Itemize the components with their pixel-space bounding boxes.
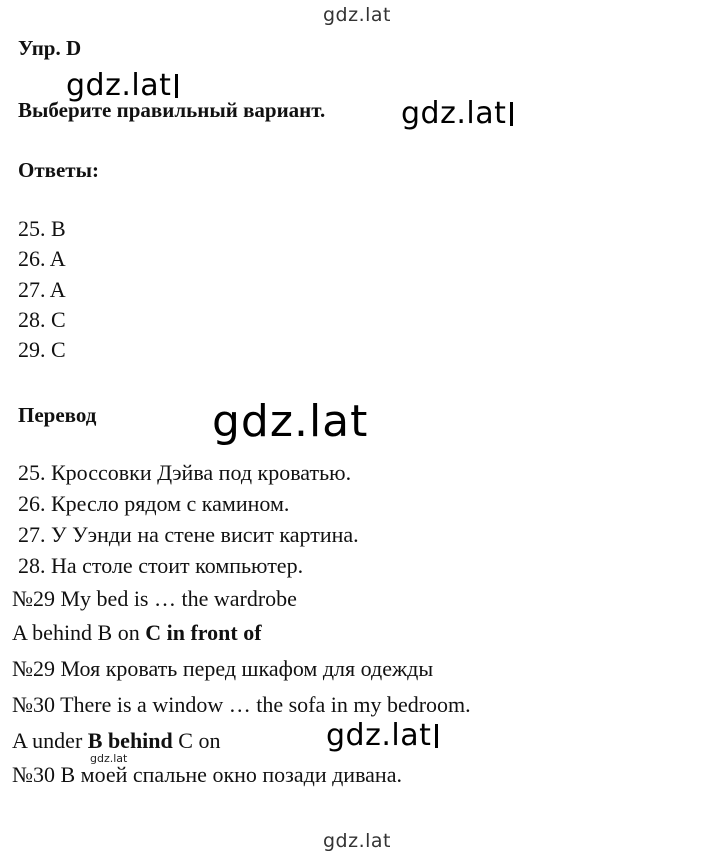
watermark-lower: gdz.lat xyxy=(326,718,438,753)
list-item: 25. Кроссовки Дэйва под кроватью. xyxy=(18,460,352,485)
translation-heading: Перевод xyxy=(18,403,97,427)
q29-translation: №29 Моя кровать перед шкафом для одежды xyxy=(12,656,434,681)
list-item: 27. У Уэнди на стене висит картина. xyxy=(18,522,359,547)
q30-correct-option: B behind xyxy=(87,728,173,753)
list-item: 26. A xyxy=(18,246,66,271)
list-item: 29. C xyxy=(18,337,66,362)
watermark-bottom: gdz.lat xyxy=(323,830,392,852)
list-item: 26. Кресло рядом с камином. xyxy=(18,491,290,516)
watermark-after-instruction: gdz.lat xyxy=(401,96,513,131)
list-item: 28. C xyxy=(18,307,66,332)
watermark-top: gdz.lat xyxy=(323,4,392,26)
q29-question: №29 My bed is … the wardrobe xyxy=(12,586,297,611)
q29-correct-option: C in front of xyxy=(145,620,262,645)
exercise-title: Упр. D xyxy=(18,36,82,60)
answers-heading: Ответы: xyxy=(18,158,100,182)
watermark-tiny: gdz.lat xyxy=(90,752,128,765)
q30-options: A under B behind C on xyxy=(12,728,221,753)
instruction: Выберите правильный вариант. xyxy=(18,98,326,122)
watermark-under-title: gdz.lat xyxy=(66,68,178,103)
q30-question: №30 There is a window … the sofa in my bedroom. xyxy=(12,692,471,717)
watermark-center: gdz.lat xyxy=(212,396,369,447)
list-item: 25. B xyxy=(18,216,66,241)
q29-options: A behind B on C in front of xyxy=(12,620,262,645)
q30-translation: №30 В моей спальне окно позади дивана. xyxy=(12,762,402,787)
list-item: 27. A xyxy=(18,277,66,302)
list-item: 28. На столе стоит компьютер. xyxy=(18,553,304,578)
